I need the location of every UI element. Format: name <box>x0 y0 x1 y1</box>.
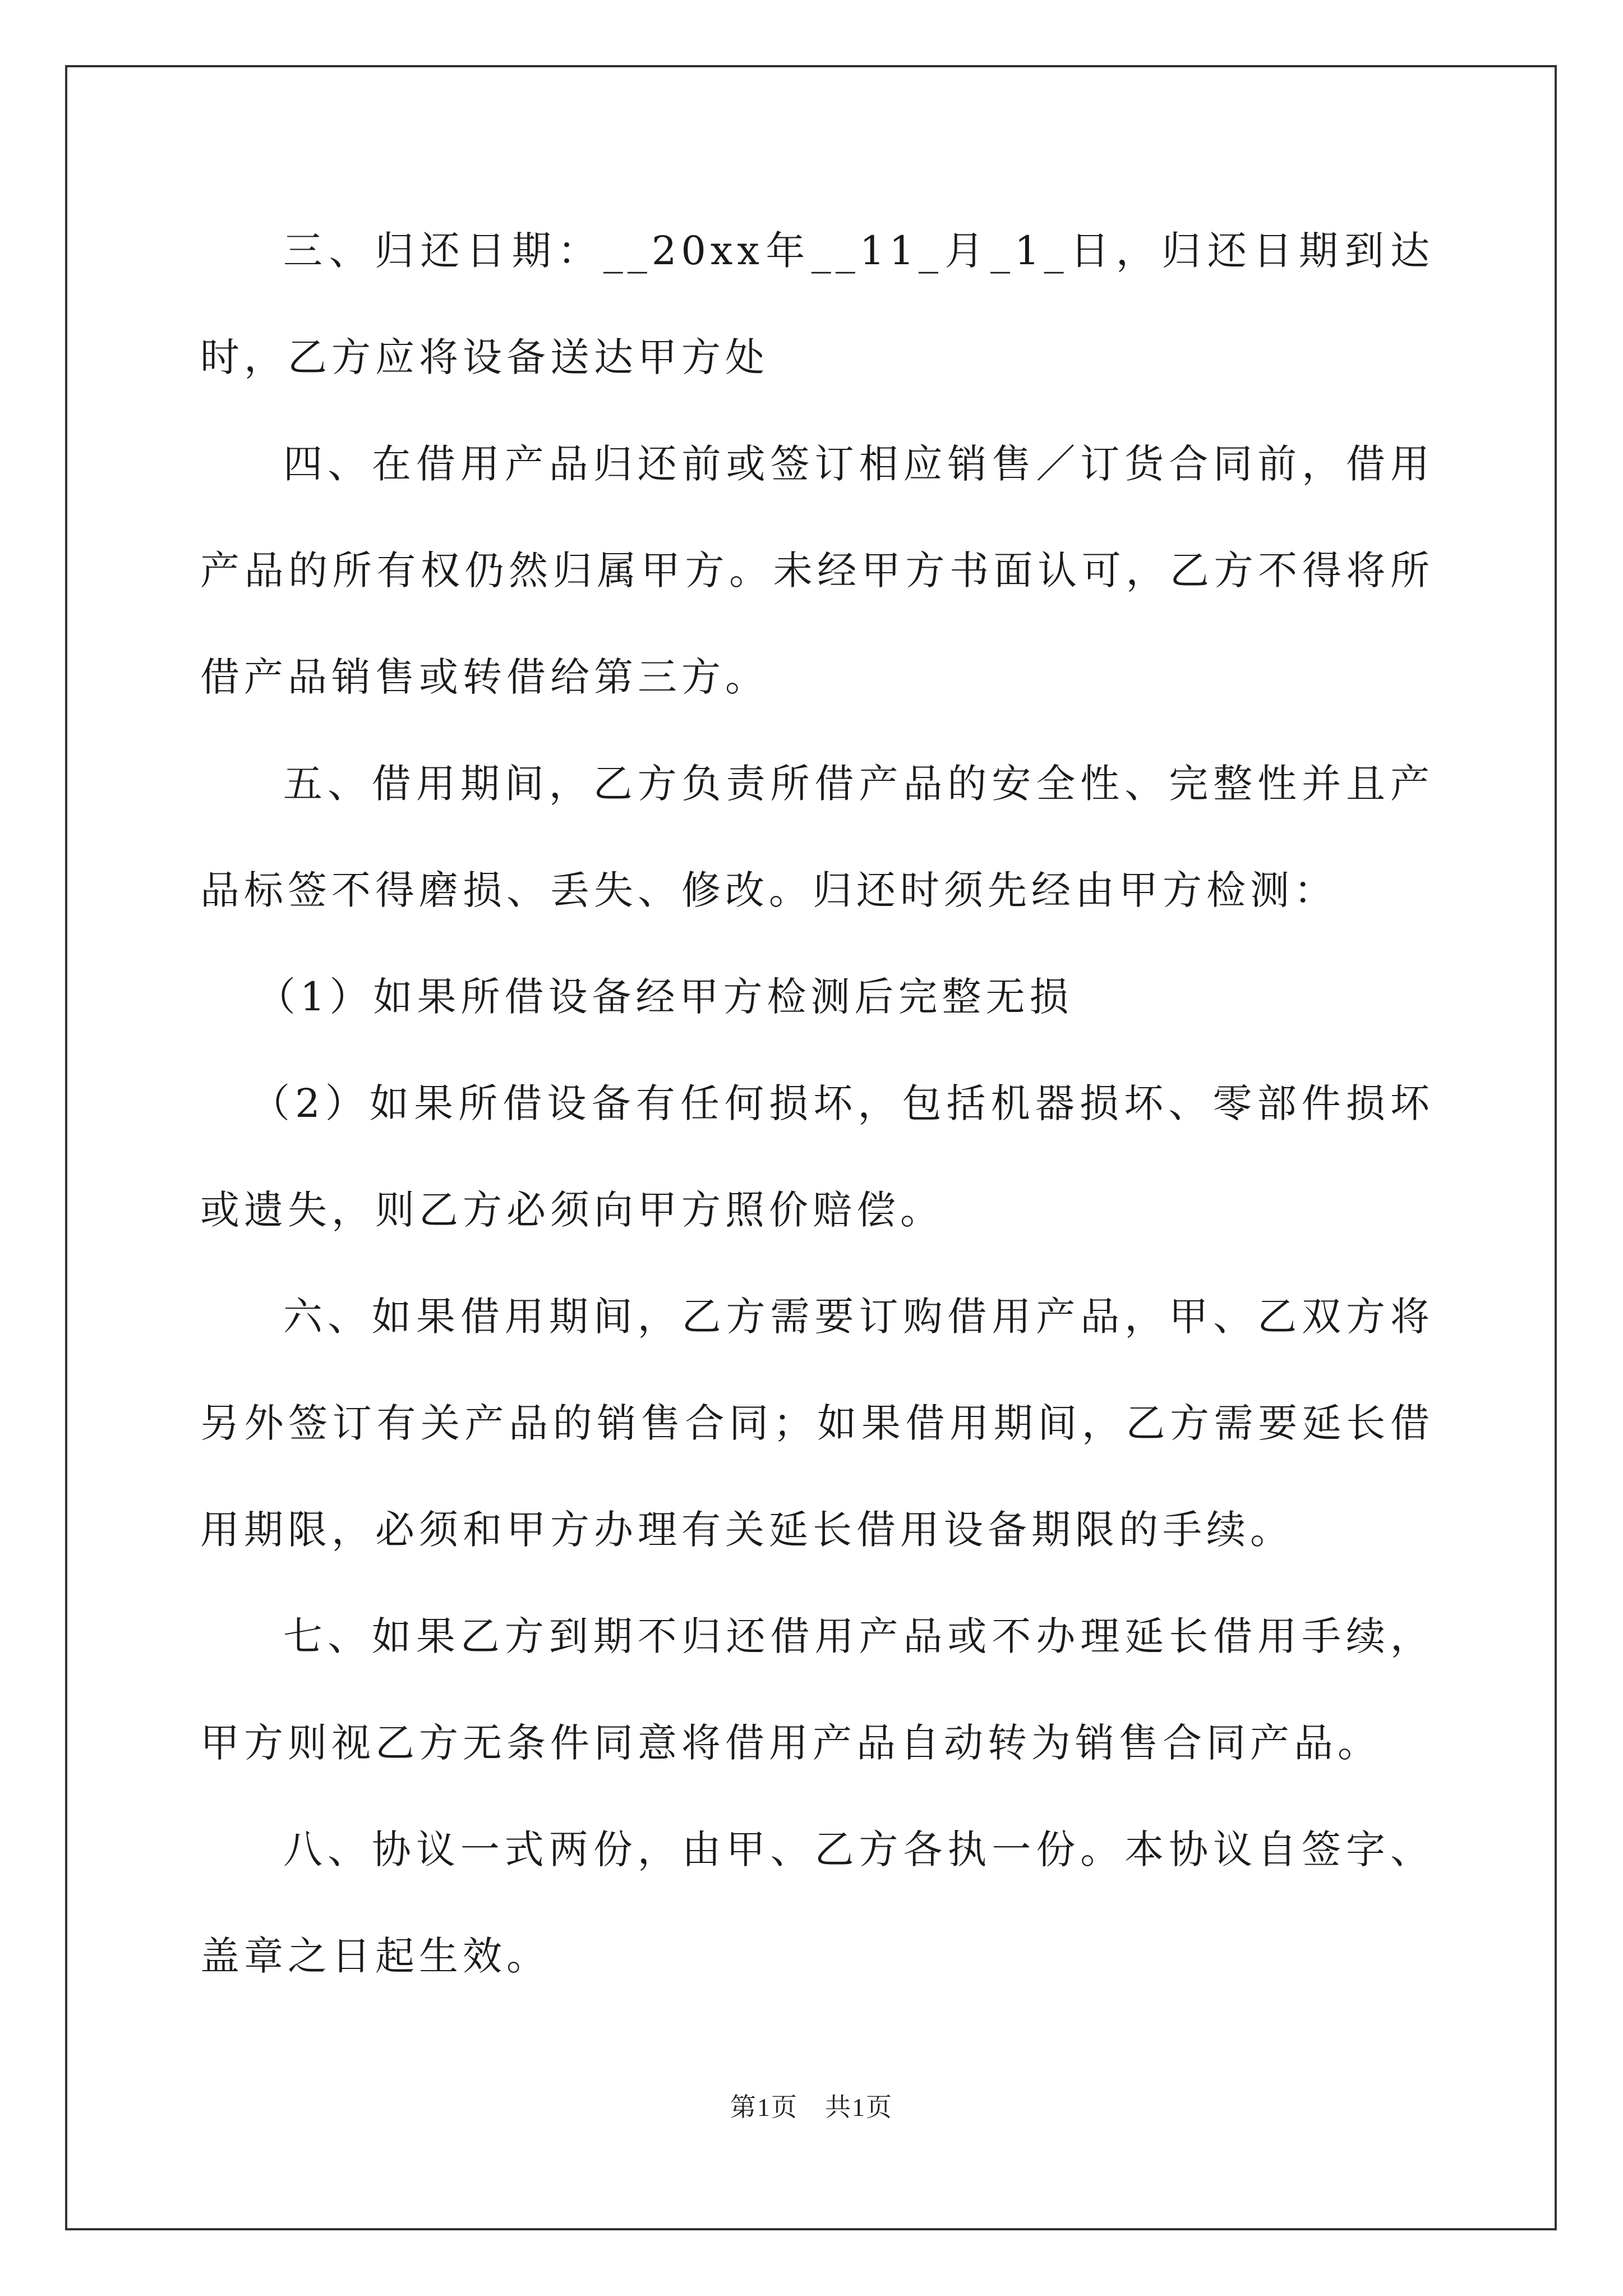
clause-5-item-2: （2）如果所借设备有任何损坏，包括机器损坏、零部件损坏或遗失，则乙方必须向甲方照价赔偿。 <box>200 1080 1434 1233</box>
clause-3-return-date: 三、归还日期：__20xx年__11_月_1_日，归还日期到达时，乙方应将设备送达甲方处 <box>200 228 1434 380</box>
clause-6-purchase-extension: 六、如果借用期间，乙方需要订购借用产品，甲、乙双方将另外签订有关产品的销售合同；如果借用期间，乙方需要延长借用期限，必须和甲方办理有关延长借用设备期限的手续。 <box>200 1294 1434 1553</box>
clause-8-effectiveness: 八、协议一式两份，由甲、乙方各执一份。本协议自签字、盖章之日起生效。 <box>200 1826 1434 1979</box>
clause-4-ownership: 四、在借用产品归还前或签订相应销售／订货合同前，借用产品的所有权仍然归属甲方。未经甲方书面认可，乙方不得将所借产品销售或转借给第三方。 <box>200 441 1434 700</box>
clause-7-auto-conversion: 七、如果乙方到期不归还借用产品或不办理延长借用手续，甲方则视乙方无条件同意将借用产品自动转为销售合同产品。 <box>200 1613 1434 1766</box>
clause-5-liability: 五、借用期间，乙方负责所借产品的安全性、完整性并且产品标签不得磨损、丢失、修改。归还时须先经由甲方检测： <box>200 761 1434 913</box>
clause-5-item-1: （1）如果所借设备经甲方检测后完整无损 <box>256 974 1073 1020</box>
page-number-footer: 第1页 共1页 <box>730 2093 893 2122</box>
